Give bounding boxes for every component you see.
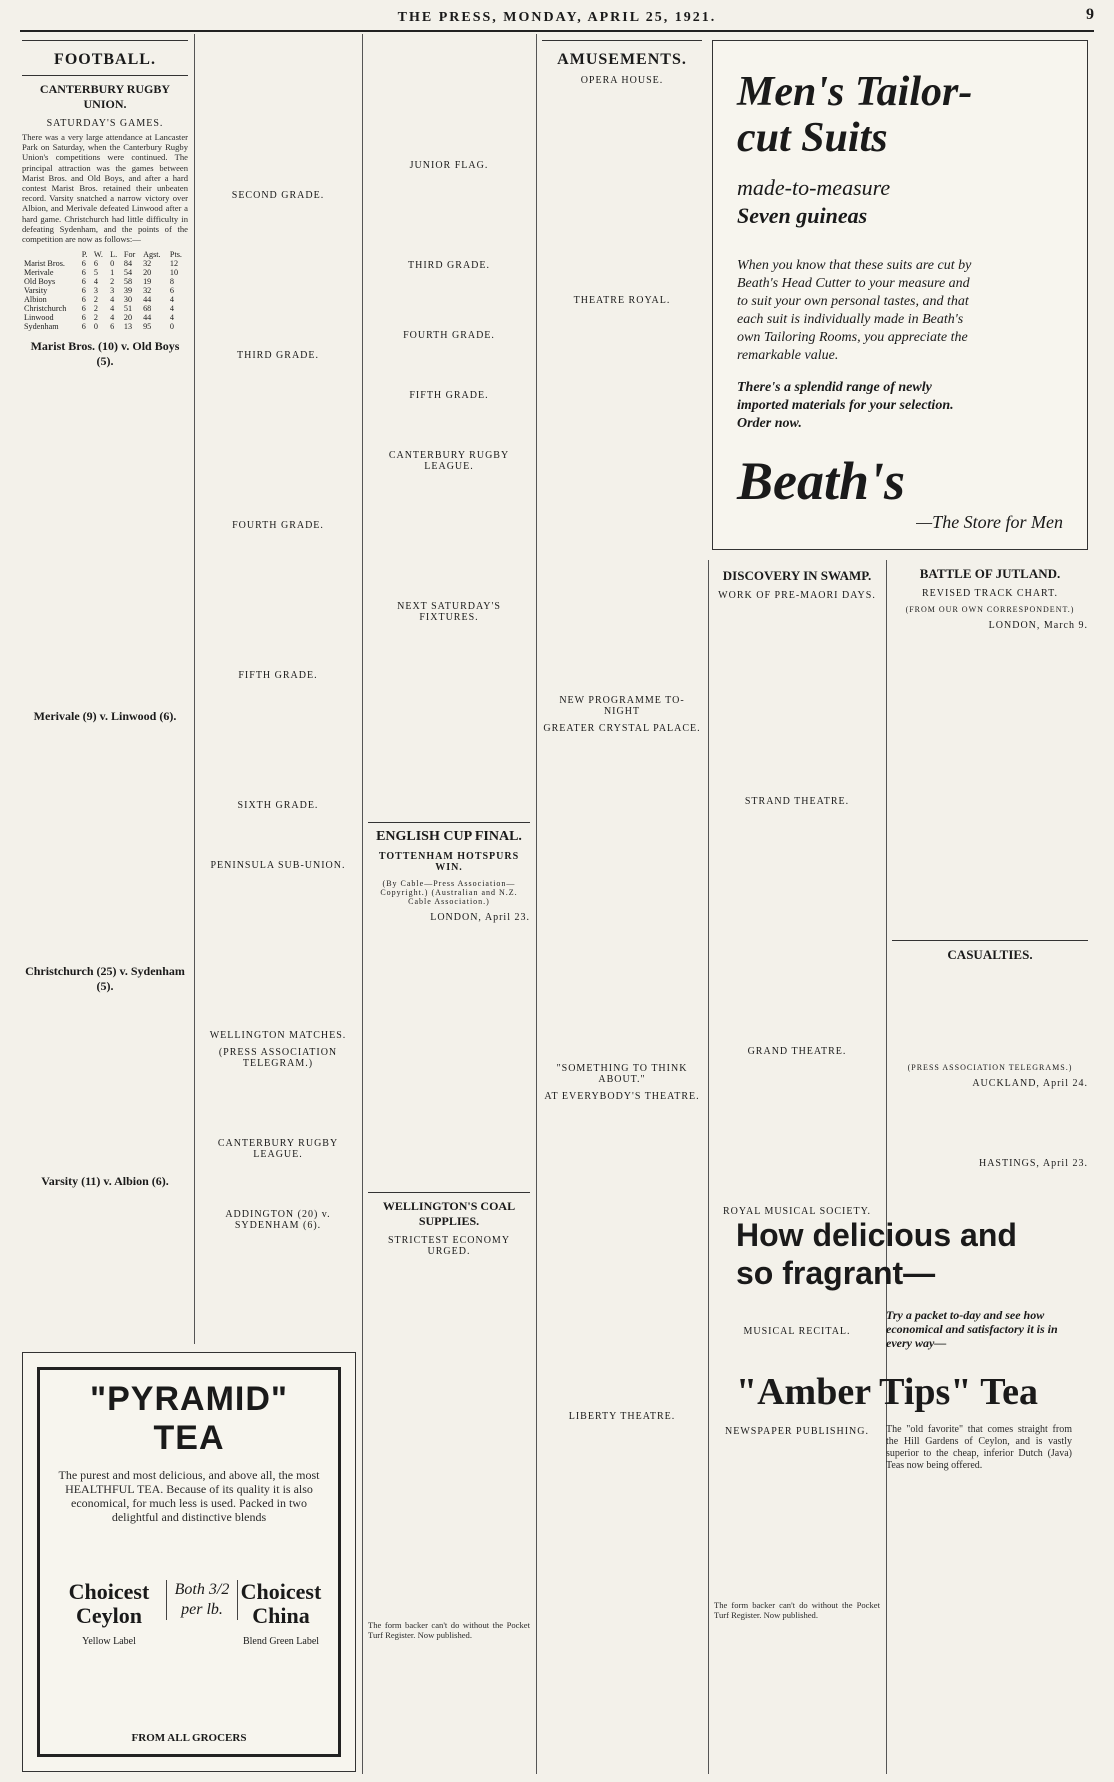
- game-report: [22, 1193, 188, 1313]
- ad-body-2: There's a splendid range of newly imported materials for your selection. Order now.: [737, 380, 954, 431]
- third-grade-heading: THIRD GRADE.: [237, 350, 319, 361]
- table-row: Linwood 6 2 4 20 44 4: [24, 313, 174, 323]
- league-heading: CANTERBURY RUGBY LEAGUE.: [217, 1138, 339, 1160]
- table-header-row: P. W. L. For Agst. Pts.: [81, 250, 182, 260]
- opera-heading: OPERA HOUSE.: [580, 75, 664, 86]
- jutland-subheading: REVISED TRACK CHART.: [922, 588, 1058, 599]
- fifth-grade-heading: FIFTH GRADE.: [409, 390, 489, 401]
- turf-register-notice: The form backer can't do without the Pocket Turf Register. Now published.: [368, 1620, 530, 1641]
- wellington-heading: WELLINGTON MATCHES.: [209, 1030, 347, 1041]
- beaths-logo: Beath's: [737, 451, 906, 511]
- pyramid-body: The purest and most delicious, and above all, the most HEALTHFUL TEA. Because of its quality it is also economical, for much less is used. Packed in two delightful and distinctive blends: [58, 1468, 320, 1524]
- article-text: [200, 1234, 356, 1334]
- saturday-games-heading: SATURDAY'S GAMES.: [46, 118, 164, 129]
- junior-flag-heading: JUNIOR FLAG.: [409, 160, 489, 171]
- press-assoc-heading: (PRESS ASSOCIATION TELEGRAMS.): [907, 1063, 1073, 1072]
- football-intro: There was a very large attendance at Lancaster Park on Saturday, when the Canterbury Rugby Union's competitions were continued. The principal attraction was the games between Marist Bros. and Old Boys, and after a hard contest Marist Bros. retained their unbeaten record. Varsity snatched a narrow victory over Albion, and Merivale defeated Linwood after a hard game. Christchurch had little difficulty in defeating Sydenham, and the points of the competition are now as follows:—: [22, 132, 188, 245]
- game-report: [22, 373, 188, 703]
- coal-subheading: STRICTEST ECONOMY URGED.: [387, 1235, 511, 1257]
- ad-tagline: —The Store for Men: [916, 512, 1063, 532]
- grades-column: [200, 34, 356, 1344]
- masthead-title: THE PRESS, MONDAY, APRIL 25, 1921.: [397, 10, 717, 25]
- rugby-union-heading: CANTERBURY RUGBY UNION.: [39, 82, 171, 111]
- table-row: Albion 6 2 4 30 44 4: [24, 295, 174, 305]
- article-text: [542, 1105, 702, 1405]
- article-text: [368, 34, 530, 154]
- tottenham-heading: TOTTENHAM HOTSPURS WIN.: [378, 851, 520, 873]
- article-text: [200, 1163, 356, 1203]
- amusements-column: [542, 34, 702, 1774]
- amber-sub: Try a packet to-day and see how economical and satisfactory it is in every way—: [886, 1308, 1058, 1350]
- second-grade-heading: SECOND GRADE.: [231, 190, 325, 201]
- game-heading: Marist Bros. (10) v. Old Boys (5).: [30, 339, 180, 369]
- football-heading: FOOTBALL.: [54, 51, 156, 68]
- china-label: Choicest China: [240, 1579, 322, 1628]
- peninsula-heading: PENINSULA SUB-UNION.: [210, 860, 346, 871]
- article-text: [892, 967, 1088, 1057]
- pyramid-tea-ad: [22, 1352, 356, 1772]
- football-column: [22, 34, 188, 1344]
- addington-heading: ADDINGTON (20) v. SYDENHAM (6).: [225, 1209, 331, 1231]
- musical-recital-heading: MUSICAL RECITAL.: [743, 1326, 851, 1337]
- tottenham-dateline: LONDON, April 23.: [430, 912, 530, 923]
- column-six: [892, 560, 1088, 1190]
- article-text: [200, 814, 356, 854]
- grand-heading: GRAND THEATRE.: [747, 1046, 847, 1057]
- article-text: [200, 874, 356, 1024]
- discovery-subheading: WORK OF PRE-MAORI DAYS.: [718, 590, 876, 601]
- column-divider: [708, 560, 709, 1774]
- article-text: [714, 810, 880, 1040]
- masthead-rule: [20, 30, 1094, 32]
- article-text: [714, 604, 880, 794]
- ad-title: Men's Tailor-cut Suits: [737, 69, 973, 161]
- royal-musical-heading: ROYAL MUSICAL SOCIETY.: [722, 1206, 872, 1217]
- table-row: Sydenham 6 0 6 13 95 0: [24, 322, 174, 332]
- article-text: [200, 204, 356, 344]
- column-divider: [194, 34, 195, 1344]
- game-report: [22, 728, 188, 958]
- fourth-grade-heading: FOURTH GRADE.: [403, 330, 495, 341]
- column-divider: [536, 34, 537, 1774]
- table-row: Marist Bros. 6 6 0 84 32 12: [24, 259, 179, 269]
- hastings-dateline: HASTINGS, April 23.: [978, 1158, 1088, 1169]
- article-text: [368, 404, 530, 444]
- article-text: [200, 34, 356, 184]
- jutland-correspondent: (FROM OUR OWN CORRESPONDENT.): [905, 605, 1075, 614]
- points-table: [22, 250, 188, 331]
- masthead: [20, 6, 1094, 28]
- fifth-grade-heading: FIFTH GRADE.: [238, 670, 318, 681]
- crystal-palace-heading: GREATER CRYSTAL PALACE.: [543, 723, 701, 734]
- discovery-article: [714, 562, 880, 794]
- article-text: [714, 1060, 880, 1200]
- article-text: [368, 926, 530, 1186]
- jutland-heading: BATTLE OF JUTLAND.: [919, 566, 1061, 581]
- article-text: [200, 684, 356, 794]
- ceylon-sublabel: Yellow Label: [82, 1636, 136, 1647]
- amber-tips-ad: [720, 1200, 1088, 1774]
- ceylon-label: Choicest Ceylon: [68, 1579, 150, 1628]
- article-text: [892, 1172, 1088, 1190]
- sports-column: [368, 34, 530, 1774]
- article-text: [368, 626, 530, 816]
- price-label: Both 3/2 per lb.: [166, 1580, 238, 1620]
- liberty-heading: LIBERTY THEATRE.: [568, 1411, 676, 1422]
- newspaper-heading: NEWSPAPER PUBLISHING.: [725, 1426, 869, 1437]
- article-text: [542, 89, 702, 289]
- third-grade-heading: THIRD GRADE.: [408, 260, 490, 271]
- table-row: Varsity 6 3 3 39 32 6: [24, 286, 174, 296]
- league-heading: CANTERBURY RUGBY LEAGUE.: [388, 450, 510, 472]
- article-text: [368, 344, 530, 384]
- article-text: [200, 364, 356, 514]
- article-text: [542, 309, 702, 689]
- theatre-royal-heading: THEATRE ROYAL.: [573, 295, 671, 306]
- game-heading: Christchurch (25) v. Sydenham (5).: [25, 964, 185, 994]
- article-text: [542, 737, 702, 1057]
- ad-price: Seven guineas: [737, 203, 868, 228]
- fourth-grade-heading: FOURTH GRADE.: [232, 520, 324, 531]
- wellington-sub: (PRESS ASSOCIATION TELEGRAM.): [218, 1047, 338, 1069]
- article-text: [368, 475, 530, 595]
- article-text: [368, 1260, 530, 1620]
- cup-final-heading: ENGLISH CUP FINAL.: [376, 829, 522, 844]
- something-heading: "SOMETHING TO THINK ABOUT.": [556, 1063, 688, 1085]
- article-text: [892, 634, 1088, 934]
- column-divider: [362, 34, 363, 1774]
- article-text: [542, 1425, 702, 1505]
- game-heading: Varsity (11) v. Albion (6).: [41, 1174, 169, 1189]
- article-text: [200, 1072, 356, 1132]
- beaths-suits-ad: [712, 40, 1088, 550]
- page-number: 9: [1086, 6, 1094, 23]
- pyramid-blends: [54, 1580, 324, 1670]
- pyramid-title: "PYRAMID" TEA: [89, 1380, 289, 1457]
- table-row: Merivale 6 5 1 54 20 10: [24, 268, 179, 278]
- discovery-heading: DISCOVERY IN SWAMP.: [722, 568, 872, 583]
- amber-headline: How delicious and so fragrant—: [736, 1217, 1017, 1291]
- amusements-heading: AMUSEMENTS.: [557, 51, 687, 68]
- everybodys-heading: AT EVERYBODY'S THEATRE.: [544, 1091, 700, 1102]
- amber-body: The "old favorite" that comes straight from the Hill Gardens of Ceylon, and is vastly superior to the cheap, inferior Dutch (Java) Teas now being offered.: [886, 1424, 1072, 1471]
- table-row: Old Boys 6 4 2 58 19 8: [24, 277, 174, 287]
- strand-heading: STRAND THEATRE.: [744, 796, 850, 807]
- new-programme-heading: NEW PROGRAMME TO-NIGHT: [559, 695, 685, 717]
- article-text: [892, 1092, 1088, 1152]
- china-sublabel: Blend Green Label: [242, 1636, 320, 1647]
- article-text: [368, 174, 530, 254]
- ad-body: When you know that these suits are cut by Beath's Head Cutter to your measure and to suit your own personal tastes, and that each suit is individually made in Beath's own Tailoring Rooms, you appreciate the remarkable value.: [737, 258, 972, 363]
- auckland-dateline: AUCKLAND, April 24.: [972, 1078, 1088, 1089]
- game-report: [22, 998, 188, 1168]
- coal-heading: WELLINGTON'S COAL SUPPLIES.: [382, 1199, 516, 1228]
- turf-register-notice: The form backer can't do without the Pocket Turf Register. Now published.: [714, 1600, 880, 1621]
- article-text: [200, 534, 356, 664]
- pyramid-frame: [37, 1367, 341, 1757]
- article-text: [368, 274, 530, 324]
- amber-brand: "Amber Tips" Tea: [736, 1371, 1038, 1413]
- game-heading: Merivale (9) v. Linwood (6).: [33, 709, 177, 724]
- pyramid-footer: FROM ALL GROCERS: [131, 1732, 247, 1744]
- sixth-grade-heading: SIXTH GRADE.: [237, 800, 319, 811]
- jutland-dateline: LONDON, March 9.: [988, 620, 1088, 631]
- tottenham-source: (By Cable—Press Association—Copyright.) (Australian and N.Z. Cable Association.): [380, 879, 518, 906]
- fixtures-heading: NEXT SATURDAY'S FIXTURES.: [397, 601, 501, 623]
- table-row: Christchurch 6 2 4 51 68 4: [24, 304, 174, 314]
- ad-subtitle: made-to-measure: [737, 175, 891, 200]
- casualties-heading: CASUALTIES.: [947, 947, 1033, 962]
